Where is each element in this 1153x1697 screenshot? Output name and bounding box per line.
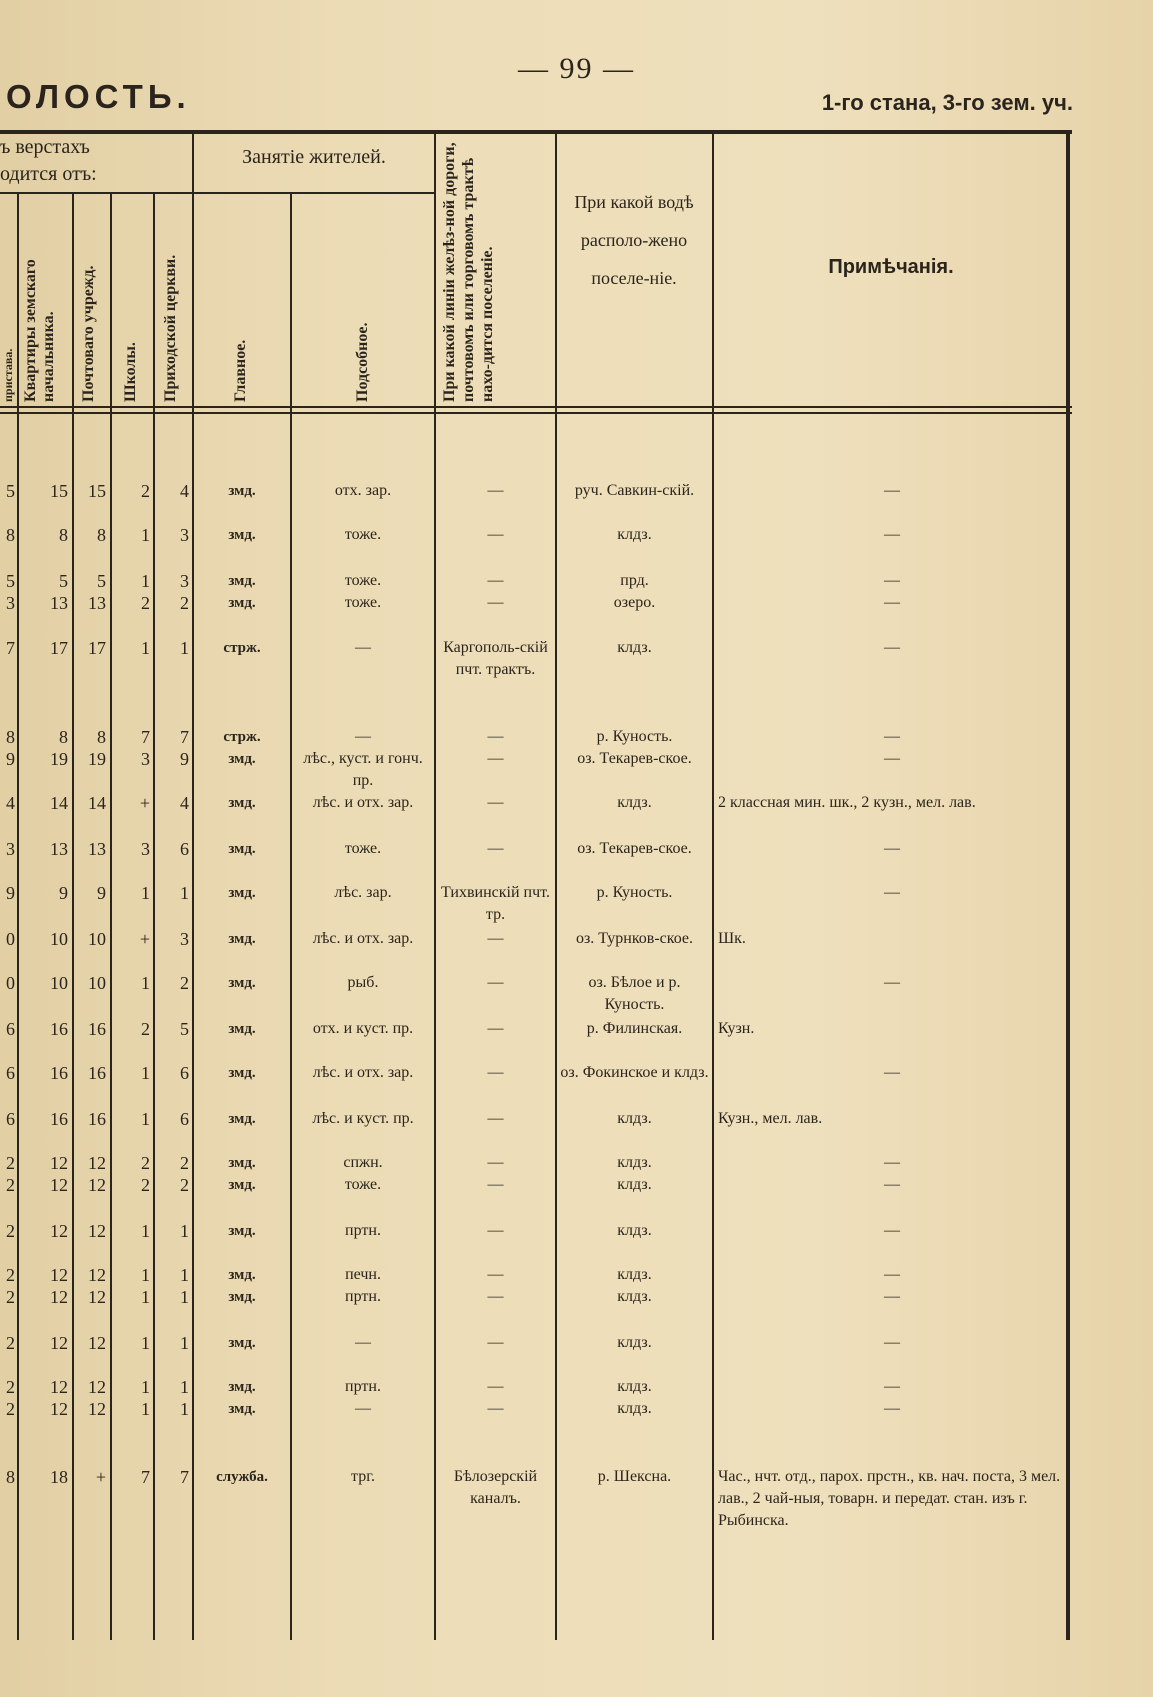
settlement-table [0,130,1072,1640]
cell-p: 10 [88,929,106,949]
cell-water: озеро. [613,594,656,611]
cell-aux: спжн. [343,1154,383,1171]
cell-pr: 2 [6,1377,15,1397]
cell-c: 1 [180,1221,189,1241]
cell-p: 12 [88,1265,106,1285]
cell-c: 1 [180,883,189,903]
cell-pr: 3 [6,593,15,613]
cell-z: 17 [50,638,68,658]
cell-c: 1 [180,638,189,658]
cell-p: 5 [97,571,106,591]
cell-aux: рыб. [347,974,379,991]
cell-p: 12 [88,1153,106,1173]
cell-main: змд. [228,975,256,991]
cell-c: 3 [180,929,189,949]
cell-aux: тоже. [344,572,382,589]
cell-z: 5 [59,571,68,591]
cell-z: 8 [59,727,68,747]
cell-aux: лѣс., куст. и гонч. пр. [303,750,423,789]
cell-pr: 2 [6,1265,15,1285]
cell-pr: 2 [6,1333,15,1353]
cell-s: 2 [141,1019,150,1039]
cell-water: клдз. [617,1154,652,1171]
cell-c: 4 [180,793,189,813]
cell-pr: 6 [6,1019,15,1039]
cell-aux: отх. и куст. пр. [312,1020,414,1037]
cell-aux: тоже. [344,594,382,611]
notes-header: Примѣчанія. [828,256,954,278]
cell-s: 1 [141,1287,150,1307]
cell-z: 16 [50,1109,68,1129]
cell-water: клдз. [617,1334,652,1351]
cell-main: змд. [228,885,256,901]
cell-z: 12 [50,1399,68,1419]
stan-heading: 1-го стана, 3-го зем. уч. [821,90,1073,115]
cell-c: 5 [180,1019,189,1039]
cell-water: клдз. [617,1176,652,1193]
cell-road: — [487,750,504,767]
cell-note: — [884,482,900,499]
cell-s: 2 [141,1175,150,1195]
zemsky-header: Квартиры земскаго начальника. [22,259,57,402]
cell-main: змд. [228,751,256,767]
cell-s: 1 [141,973,150,993]
cell-p: 16 [88,1109,106,1129]
col-divider [110,192,112,1640]
cell-s: 1 [141,883,150,903]
cell-aux: — [355,1334,371,1351]
cell-z: 13 [50,593,68,613]
cell-aux: лѣс. и отх. зар. [312,794,414,811]
cell-pr: 4 [6,793,15,813]
cell-c: 7 [180,727,189,747]
cell-road: — [487,1288,504,1305]
cell-water: оз. Фокинское и клдз. [560,1064,709,1081]
cell-water: оз. Бѣлое и р. Куность. [588,974,681,1013]
cell-note: — [884,1266,900,1283]
cell-aux: пртн. [345,1378,381,1395]
cell-s: 2 [141,481,150,501]
cell-note: — [884,1154,900,1171]
cell-main: змд. [228,1335,256,1351]
cell-road: — [487,1176,504,1193]
cell-main: змд. [228,483,256,499]
cell-z: 12 [50,1333,68,1353]
cell-s: 1 [141,1265,150,1285]
cell-z: 10 [50,973,68,993]
church-header: Приходской церкви. [162,254,179,402]
cell-road: — [487,1154,504,1171]
col-divider [17,192,19,1640]
col-divider [1066,130,1070,1640]
cell-z: 16 [50,1063,68,1083]
cell-p: 17 [88,638,106,658]
cell-p: 13 [88,839,106,859]
cell-pr: 3 [6,839,15,859]
cell-water: оз. Текарев-ское. [577,750,692,767]
cell-note: — [884,1378,900,1395]
cell-z: 12 [50,1377,68,1397]
cell-main: змд. [228,1065,256,1081]
cell-road: — [487,572,504,589]
cell-p: 12 [88,1377,106,1397]
cell-road: — [487,1400,504,1417]
cell-water: клдз. [617,1288,652,1305]
cell-pr: 5 [6,481,15,501]
cell-c: 4 [180,481,189,501]
cell-s: 1 [141,1221,150,1241]
cell-note: — [884,974,900,991]
cell-c: 2 [180,593,189,613]
cell-s: 2 [141,1153,150,1173]
cell-pr: 2 [6,1287,15,1307]
cell-water: клдз. [617,1222,652,1239]
cell-road: — [487,840,504,857]
cell-pr: 6 [6,1109,15,1129]
cell-pr: 8 [6,727,15,747]
cell-c: 1 [180,1333,189,1353]
cell-c: 6 [180,1109,189,1129]
cell-z: 12 [50,1221,68,1241]
cell-road: — [487,482,504,499]
cell-main: змд. [228,1289,256,1305]
cell-road: — [487,1334,504,1351]
cell-s: 1 [141,1377,150,1397]
cell-aux: лѣс. и куст. пр. [312,1110,414,1127]
cell-pr: 2 [6,1175,15,1195]
cell-aux: — [355,1400,371,1417]
cell-aux: — [355,639,371,656]
page-number: — 99 — [518,52,635,85]
cell-water: клдз. [617,526,652,543]
cell-main: служба. [216,1469,268,1485]
cell-road: — [487,728,504,745]
cell-road: — [487,526,504,543]
schools-header: Школы. [122,342,139,402]
cell-p: 19 [88,749,106,769]
cell-main: змд. [228,527,256,543]
cell-s: 1 [141,638,150,658]
cell-s: 1 [141,525,150,545]
cell-note: — [884,840,900,857]
cell-note: — [884,884,900,901]
cell-z: 10 [50,929,68,949]
col-divider [153,192,155,1640]
cell-aux: печн. [345,1266,381,1283]
cell-water: клдз. [617,794,652,811]
cell-note: Кузн. [718,1020,755,1037]
cell-main: змд. [228,841,256,857]
cell-c: 9 [180,749,189,769]
cell-c: 2 [180,1153,189,1173]
cell-c: 6 [180,1063,189,1083]
aux-occ-header: Подсобное. [354,322,371,402]
cell-note: — [884,639,900,656]
cell-main: стрж. [223,640,261,656]
cell-c: 2 [180,973,189,993]
cell-c: 2 [180,1175,189,1195]
cell-road: — [487,930,504,947]
cell-note: — [884,750,900,767]
cell-road: Тихвинскій пчт. тр. [441,884,550,923]
cell-water: клдз. [617,1400,652,1417]
cell-pr: 2 [6,1153,15,1173]
cell-c: 1 [180,1287,189,1307]
cell-pr: 8 [6,525,15,545]
water-header: При какой водѣ располо-жено поселе-ніе. [574,192,694,288]
post-header: Почтоваго учрежд. [80,265,97,402]
cell-aux: лѣс. и отх. зар. [312,930,414,947]
cell-note: 2 классная мин. шк., 2 кузн., мел. лав. [718,794,976,811]
cell-note: — [884,1334,900,1351]
cell-s: 1 [141,1109,150,1129]
cell-p: 12 [88,1221,106,1241]
cell-main: змд. [228,1111,256,1127]
cell-water: прд. [620,572,649,589]
cell-c: 3 [180,571,189,591]
cell-s: 1 [141,1063,150,1083]
cell-p: 12 [88,1399,106,1419]
cell-aux: тоже. [344,1176,382,1193]
cell-note: Шк. [718,930,746,947]
road-header: При какой линіи желѣз-ной дороги, почтовомъ или торговомъ трактѣ нахо-дится поселеніе. [441,142,496,402]
cell-water: р. Шексна. [597,1468,672,1485]
cell-main: змд. [228,1021,256,1037]
cell-pr: 9 [6,883,15,903]
cell-main: змд. [228,1267,256,1283]
cell-c: 1 [180,1265,189,1285]
cell-note: — [884,526,900,543]
cell-p: 16 [88,1019,106,1039]
cell-main: змд. [228,1379,256,1395]
header-bottom-rule [0,406,1072,408]
cell-p: 10 [88,973,106,993]
header-bottom-rule [0,412,1072,414]
cell-water: клдз. [617,1266,652,1283]
cell-aux: трг. [351,1468,375,1485]
cell-p: 8 [97,727,106,747]
cell-road: — [487,794,504,811]
cell-z: 12 [50,1287,68,1307]
cell-note: Час., нчт. отд., парох. прстн., кв. нач. поста, 3 мел. лав., 2 чай-ныя, товарн. и передат. стан. изъ г. Рыбинска. [718,1468,1061,1529]
cell-z: 18 [50,1467,68,1487]
cell-road: — [487,594,504,611]
cell-pr: 2 [6,1399,15,1419]
cell-z: 15 [50,481,68,501]
cell-aux: пртн. [345,1288,381,1305]
cell-note: — [884,728,900,745]
cell-road: — [487,974,504,991]
group-underline [192,192,434,194]
cell-p: 12 [88,1333,106,1353]
cell-water: оз. Текарев-ское. [577,840,692,857]
cell-c: 1 [180,1399,189,1419]
cell-water: клдз. [617,1110,652,1127]
cell-z: 14 [50,793,68,813]
cell-c: 7 [180,1467,189,1487]
cell-note: — [884,594,900,611]
cell-s: 1 [141,1333,150,1353]
cell-water: клдз. [617,639,652,656]
cell-pr: 0 [6,973,15,993]
cell-note: — [884,1288,900,1305]
col-divider [290,192,292,1640]
group-underline [0,192,192,194]
cell-p: 8 [97,525,106,545]
cell-p: 15 [88,481,106,501]
cell-main: змд. [228,931,256,947]
cell-aux: отх. зар. [334,482,392,499]
cell-pr: 0 [6,929,15,949]
cell-note: — [884,572,900,589]
cell-p: 9 [97,883,106,903]
cell-main: змд. [228,1401,256,1417]
cell-road: — [487,1378,504,1395]
cell-road: — [487,1110,504,1127]
cell-p: + [95,1467,106,1487]
cell-z: 16 [50,1019,68,1039]
cell-main: стрж. [223,729,261,745]
cell-road: Каргополь-скій пчт. трактъ. [443,639,548,678]
cell-s: + [139,929,150,949]
cell-aux: пртн. [345,1222,381,1239]
distance-group-header: ъ верстахъ одится отъ: [0,136,97,185]
cell-pr: 9 [6,749,15,769]
cell-c: 3 [180,525,189,545]
cell-z: 12 [50,1265,68,1285]
cell-aux: лѣс. и отх. зар. [312,1064,414,1081]
cell-water: руч. Савкин-скій. [574,482,695,499]
cell-z: 8 [59,525,68,545]
main-occ-header: Главное. [232,339,249,402]
cell-pr: 2 [6,1221,15,1241]
cell-c: 6 [180,839,189,859]
cell-main: змд. [228,1177,256,1193]
cell-water: р. Куность. [596,728,673,745]
cell-s: 1 [141,571,150,591]
cell-water: р. Куность. [596,884,673,901]
cell-p: 13 [88,593,106,613]
cell-water: оз. Турнков-ское. [575,930,694,947]
cell-p: 12 [88,1287,106,1307]
cell-s: + [139,793,150,813]
cell-c: 1 [180,1377,189,1397]
cell-s: 3 [141,749,150,769]
pristava-header: пристава. [1,348,15,402]
cell-main: змд. [228,573,256,589]
cell-z: 13 [50,839,68,859]
cell-aux: тоже. [344,840,382,857]
cell-p: 16 [88,1063,106,1083]
cell-main: змд. [228,595,256,611]
cell-s: 3 [141,839,150,859]
cell-pr: 6 [6,1063,15,1083]
cell-road: — [487,1222,504,1239]
cell-aux: лѣс. зар. [334,884,392,901]
cell-note: — [884,1176,900,1193]
cell-main: змд. [228,1155,256,1171]
cell-note: — [884,1400,900,1417]
cell-z: 12 [50,1153,68,1173]
cell-pr: 7 [6,638,15,658]
cell-z: 19 [50,749,68,769]
cell-water: р. Филинская. [586,1020,683,1037]
cell-note: — [884,1222,900,1239]
cell-aux: — [355,728,371,745]
cell-aux: тоже. [344,526,382,543]
col-divider [712,130,714,1640]
cell-s: 7 [141,727,150,747]
volost-heading: ОЛОСТЬ. [6,78,191,115]
cell-z: 9 [59,883,68,903]
col-divider [72,192,74,1640]
cell-water: клдз. [617,1378,652,1395]
cell-note: Кузн., мел. лав. [718,1110,823,1127]
cell-s: 1 [141,1399,150,1419]
cell-p: 14 [88,793,106,813]
cell-note: — [884,1064,900,1081]
cell-s: 2 [141,593,150,613]
occupation-group-header: Занятіе жителей. [242,146,386,168]
cell-road: Бѣлозерскій каналъ. [453,1468,538,1507]
cell-s: 7 [141,1467,150,1487]
cell-road: — [487,1266,504,1283]
cell-main: змд. [228,1223,256,1239]
cell-road: — [487,1064,504,1081]
cell-p: 12 [88,1175,106,1195]
cell-road: — [487,1020,504,1037]
cell-main: змд. [228,795,256,811]
cell-pr: 5 [6,571,15,591]
cell-z: 12 [50,1175,68,1195]
cell-pr: 8 [6,1467,15,1487]
